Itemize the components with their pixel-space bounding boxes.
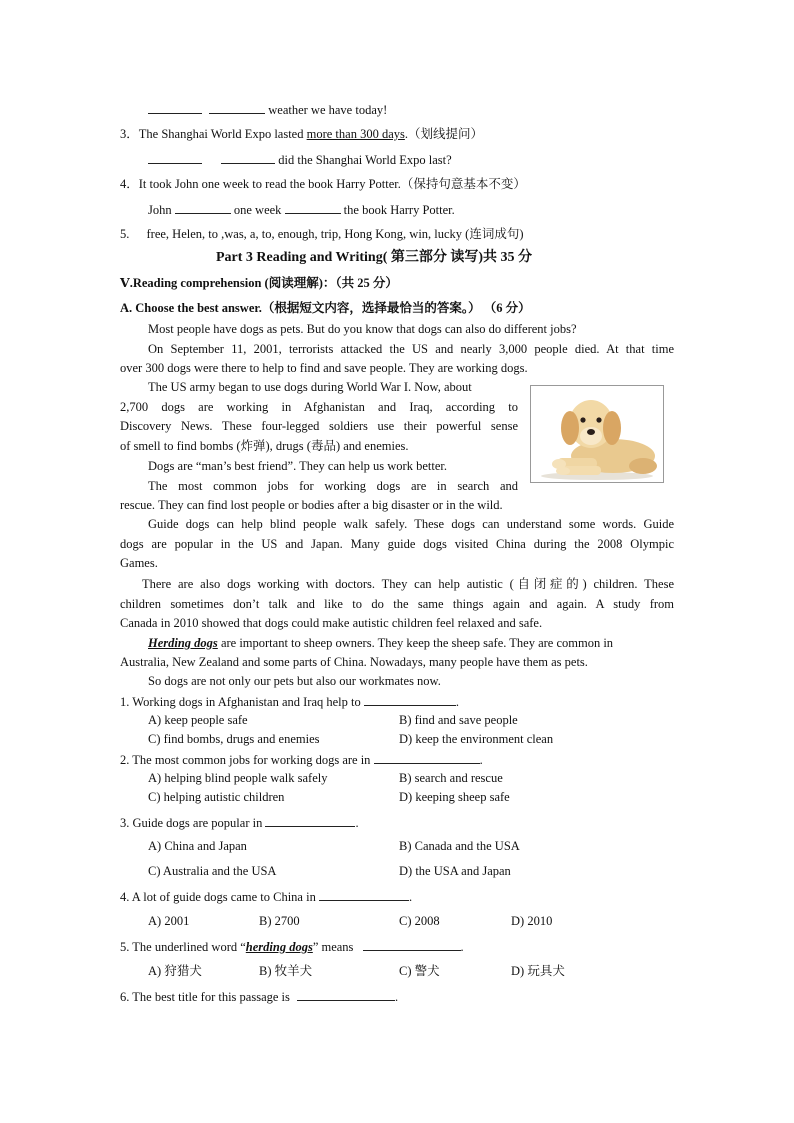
q3-option-b[interactable]: B) Canada and the USA [399, 839, 520, 853]
question-text: ” means [312, 940, 354, 954]
q1-option-d[interactable]: D) keep the environment clean [399, 732, 554, 746]
question-number: 3． [120, 127, 139, 141]
question-5: 5. The underlined word “herding dogs” means . [120, 940, 464, 954]
q4-option-d[interactable]: D) 2010 [511, 914, 553, 928]
q5-option-c[interactable]: C) 警犬 [399, 964, 440, 978]
puppy-image [530, 385, 664, 483]
answer-blank[interactable] [175, 201, 231, 214]
question-text: 6. The best title for this passage is [120, 990, 290, 1004]
passage-paragraph-5-line-1: The most common jobs for working dogs are in search and [148, 479, 518, 493]
exercise-5 [120, 226, 524, 242]
question-text: 3. Guide dogs are popular in [120, 816, 263, 830]
exercise-text: John [148, 203, 172, 217]
exercise-text: It took John one week to read the book Harry Potter.（保持句意基本不变） [138, 177, 526, 191]
q5-option-a[interactable]: A) 狩猎犬 [148, 964, 202, 978]
passage-paragraph-7-line-3: Canada in 2010 showed that dogs could make autistic children feel relaxed and safe. [120, 616, 543, 630]
passage-paragraph-6-line-2: dogs are popular in the US and Japan. Many guide dogs visited China during the 2008 Olympic [120, 537, 674, 551]
section-a-heading: A. Choose the best answer.（根据短文内容，选择最恰当的答案。） （6 分） [120, 301, 531, 315]
underlined-phrase: more than 300 days [306, 127, 405, 141]
question-6: 6. The best title for this passage is . [120, 990, 399, 1004]
section-v-heading: Ⅴ.Reading comprehension (阅读理解)：（共 25 分） [120, 276, 398, 290]
q4-option-b[interactable]: B) 2700 [259, 914, 300, 928]
exercise-text: The Shanghai World Expo lasted [138, 127, 307, 141]
golden-retriever-puppy-icon [531, 386, 663, 482]
passage-paragraph-1: Most people have dogs as pets. But do you know that dogs can also do different jobs? [148, 322, 577, 336]
q3-option-d[interactable]: D) the USA and Japan [399, 864, 511, 878]
question-text: 1. Working dogs in Afghanistan and Iraq help to [120, 695, 361, 709]
question-4: 4. A lot of guide dogs came to China in . [120, 890, 413, 904]
question-text: 4. A lot of guide dogs came to China in [120, 890, 316, 904]
q5-option-b[interactable]: B) 牧羊犬 [259, 964, 313, 978]
passage-paragraph-8-line-2: Australia, New Zealand and some parts of China. Nowadays, many people have them as pets. [120, 655, 588, 669]
answer-blank[interactable] [364, 693, 456, 706]
herding-dogs-term: Herding dogs [148, 636, 218, 650]
passage-paragraph-9: So dogs are not only our pets but also our workmates now. [148, 674, 441, 688]
answer-blank[interactable] [209, 101, 265, 114]
herding-dogs-term: herding dogs [245, 940, 313, 954]
exercise-text: the book Harry Potter. [343, 203, 455, 217]
exercise-3-answer-line [148, 151, 452, 168]
q5-option-d[interactable]: D) 玩具犬 [511, 964, 565, 978]
passage-paragraph-3-line-1: The US army began to use dogs during World War I. Now, about [148, 380, 472, 394]
answer-blank[interactable] [265, 814, 355, 827]
q4-option-c[interactable]: C) 2008 [399, 914, 440, 928]
passage-paragraph-7-line-1: There are also dogs working with doctors. They can help autistic (自闭症的) children. These [142, 577, 674, 591]
passage-paragraph-5-line-2: rescue. They can find lost people or bodies after a big disaster or in the wild. [120, 498, 503, 512]
passage-text: are important to sheep owners. They keep the sheep safe. They are common in [217, 636, 614, 650]
q2-option-c[interactable]: C) helping autistic children [148, 790, 285, 804]
passage-paragraph-3-line-2: 2,700 dogs are working in Afghanistan and Iraq, according to [120, 400, 518, 414]
passage-paragraph-6-line-1: Guide dogs can help blind people walk safely. These dogs can understand some words. Guide [148, 517, 674, 531]
question-text: 5. The underlined word “ [120, 940, 246, 954]
exercise-4 [120, 176, 526, 192]
exercise-4-answer-line [148, 201, 455, 218]
passage-paragraph-2-line-2: over 300 dogs were there to help to find and save people. They are working dogs. [120, 361, 528, 375]
exercise-2-answer-line [148, 101, 387, 118]
exercise-text: weather we have today! [268, 103, 388, 117]
part-3-title: Part 3 Reading and Writing( 第三部分 读写)共 35 分 [216, 250, 533, 265]
answer-blank[interactable] [374, 751, 480, 764]
exercise-text: did the Shanghai World Expo last? [278, 153, 452, 167]
q1-option-a[interactable]: A) keep people safe [148, 713, 248, 727]
passage-paragraph-3-line-3: Discovery News. These four-legged soldiers use their powerful sense [120, 419, 518, 433]
answer-blank[interactable] [363, 938, 461, 951]
q2-option-b[interactable]: B) search and rescue [399, 771, 503, 785]
question-1: 1. Working dogs in Afghanistan and Iraq help to . [120, 695, 459, 709]
question-3: 3. Guide dogs are popular in . [120, 816, 359, 830]
passage-paragraph-3-line-4: of smell to find bombs (炸弹), drugs (毒品) and enemies. [120, 439, 409, 453]
q1-option-c[interactable]: C) find bombs, drugs and enemies [148, 732, 320, 746]
passage-paragraph-2-line-1: On September 11, 2001, terrorists attacked the US and nearly 3,000 people died. At that time [148, 342, 674, 356]
answer-blank[interactable] [148, 101, 202, 114]
answer-blank[interactable] [285, 201, 341, 214]
question-number: 4． [120, 177, 139, 191]
passage-paragraph-4: Dogs are “man’s best friend”. They can help us work better. [148, 459, 447, 473]
exercise-3 [120, 126, 483, 142]
passage-paragraph-7-line-2: children sometimes don’t talk and like to do the same things again and again. A study from [120, 597, 674, 611]
q1-option-b[interactable]: B) find and save people [399, 713, 518, 727]
answer-blank[interactable] [297, 988, 395, 1001]
q3-option-a[interactable]: A) China and Japan [148, 839, 247, 853]
question-number: 5. [120, 227, 130, 241]
exercise-text: one week [233, 203, 282, 217]
answer-blank[interactable] [221, 151, 275, 164]
question-text: 2. The most common jobs for working dogs are in [120, 753, 371, 767]
q3-option-c[interactable]: C) Australia and the USA [148, 864, 277, 878]
q2-option-d[interactable]: D) keeping sheep safe [399, 790, 510, 804]
q4-option-a[interactable]: A) 2001 [148, 914, 190, 928]
exercise-instruction: .（划线提问） [404, 127, 483, 141]
answer-blank[interactable] [319, 888, 409, 901]
exercise-text: free, Helen, to ,was, a, to, enough, trip, Hong Kong, win, lucky (连词成句) [146, 227, 524, 241]
question-2: 2. The most common jobs for working dogs are in . [120, 753, 483, 767]
q2-option-a[interactable]: A) helping blind people walk safely [148, 771, 328, 785]
passage-paragraph-6-line-3: Games. [120, 556, 158, 570]
answer-blank[interactable] [148, 151, 202, 164]
passage-paragraph-8-line-1 [148, 635, 613, 651]
